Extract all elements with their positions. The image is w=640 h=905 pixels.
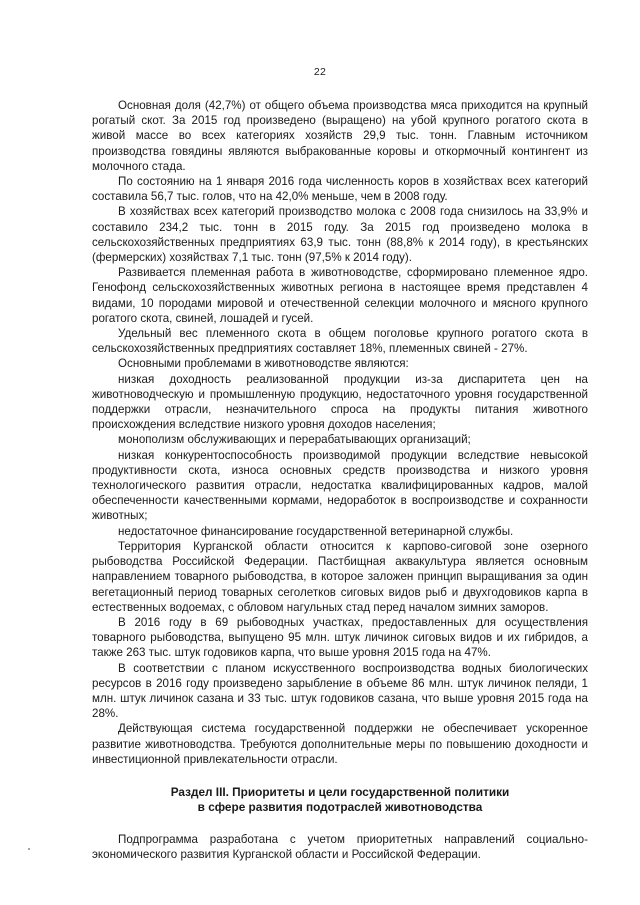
problems-intro: Основными проблемами в животноводстве являются: [118,357,409,371]
section-heading [92,785,588,816]
body-paragraph: Развивается племенная работа в животноводстве, сформировано племенное ядро. Генофонд сельскохозяйственных животных региона в настоящее время представлен 4 видами, 10 породами мировой и отечественной селекции молочного и мясного крупного рогатого скота, свиней, лошадей и гусей. [92,266,588,325]
problem-item: недостаточное финансирование государственной ветеринарной службы. [118,524,514,538]
body-paragraph: В хозяйствах всех категорий производство молока с 2008 года снизилось на 33,9% и составило 234,2 тыс. тонн в 2015 году. За 2015 год произведено молока в сельскохозяйственных предприятиях 63,9 тыс. тонн (88,8% к 2014 году), в крестьянских (фермерских) хозяйствах 7,1 тыс. тонн (97,5% к 2014 году). [92,205,588,265]
body-paragraph: В соответствии с планом искусственного воспроизводства водных биологических ресурсов в 2016 году произведено зарыбление в объеме 86 млн. штук личинок пеляди, 1 млн. штук личинок сазана и 33 тыс. штук годовиков сазана, что выше уровня 2015 года на 28%. [92,661,588,721]
page-number: 22 [313,66,327,78]
body-paragraph: В 2016 году в 69 рыбоводных участках, предоставленных для осуществления товарного рыбоводства, выпущено 95 млн. штук личинок сиговых видов и их гибридов, а также 263 тыс. штук годовиков карпа, что выше уровня 2015 года на 47%. [92,615,588,660]
problem-item: низкая доходность реализованной продукции из-за диспаритета цен на животноводческую и промышленную продукцию, недостаточного уровня государственной поддержки отрасли, незначительного спроса на продукты питания животного происхождения вследствие низкого уровня доходов населения; [92,372,588,432]
document-body [92,98,588,862]
body-paragraph: Основная доля (42,7%) от общего объема производства мяса приходится на крупный рогатый скот. За 2015 год произведено (выращено) на убой крупного рогатого скота в живой массе во всех категориях хозяйств 29,9 тыс. тонн. Главным источником производства говядины являются выбракованные коровы и откормочный контингент из молочного стада. [92,99,588,173]
problem-item: низкая конкурентоспособность производимой продукции вследствие невысокой продуктивности скота, износа основных средств производства и низкого уровня технологического развития отрасли, недостатка квалифицированных кадров, малой обеспеченности качественными кормами, недоработок в воспроизводстве и сохранности животных; [92,448,588,523]
body-paragraph: Территория Курганской области относится к карпово-сиговой зоне озерного рыбоводства Российской Федерации. Пастбищная аквакультура является основным направлением товарного рыбоводства, в которое заложен принцип выращивания за один вегетационный период товарных сеголетков сиговых видов рыб и двухгодовиков карпа в естественных водоемах, с обловом нагульных стад перед началом зимних заморов. [92,539,588,614]
scan-dot [28,848,30,850]
body-paragraph: Подпрограмма разработана с учетом приоритетных направлений социально-экономического развития Курганской области и Российской Федерации. [92,832,588,862]
section-heading-line-1: Раздел III. Приоритеты и цели государственной политики [170,784,510,799]
body-paragraph: Удельный вес племенного скота в общем поголовье крупного рогатого скота в сельскохозяйственных предприятиях составляет 18%, племенных свиней - 27%. [92,327,588,356]
problem-item: монополизм обслуживающих и перерабатывающих организаций; [118,433,471,447]
section-heading-line-2: в сфере развития подотраслей животноводства [197,800,483,815]
body-paragraph: Действующая система государственной поддержки не обеспечивает ускоренное развитие животноводства. Требуются дополнительные меры по повышению доходности и инвестиционной привлекательности отрасли. [92,722,588,766]
body-paragraph: По состоянию на 1 января 2016 года численность коров в хозяйствах всех категорий составила 56,7 тыс. голов, что на 42,0% меньше, чем в 2008 году. [92,175,588,204]
